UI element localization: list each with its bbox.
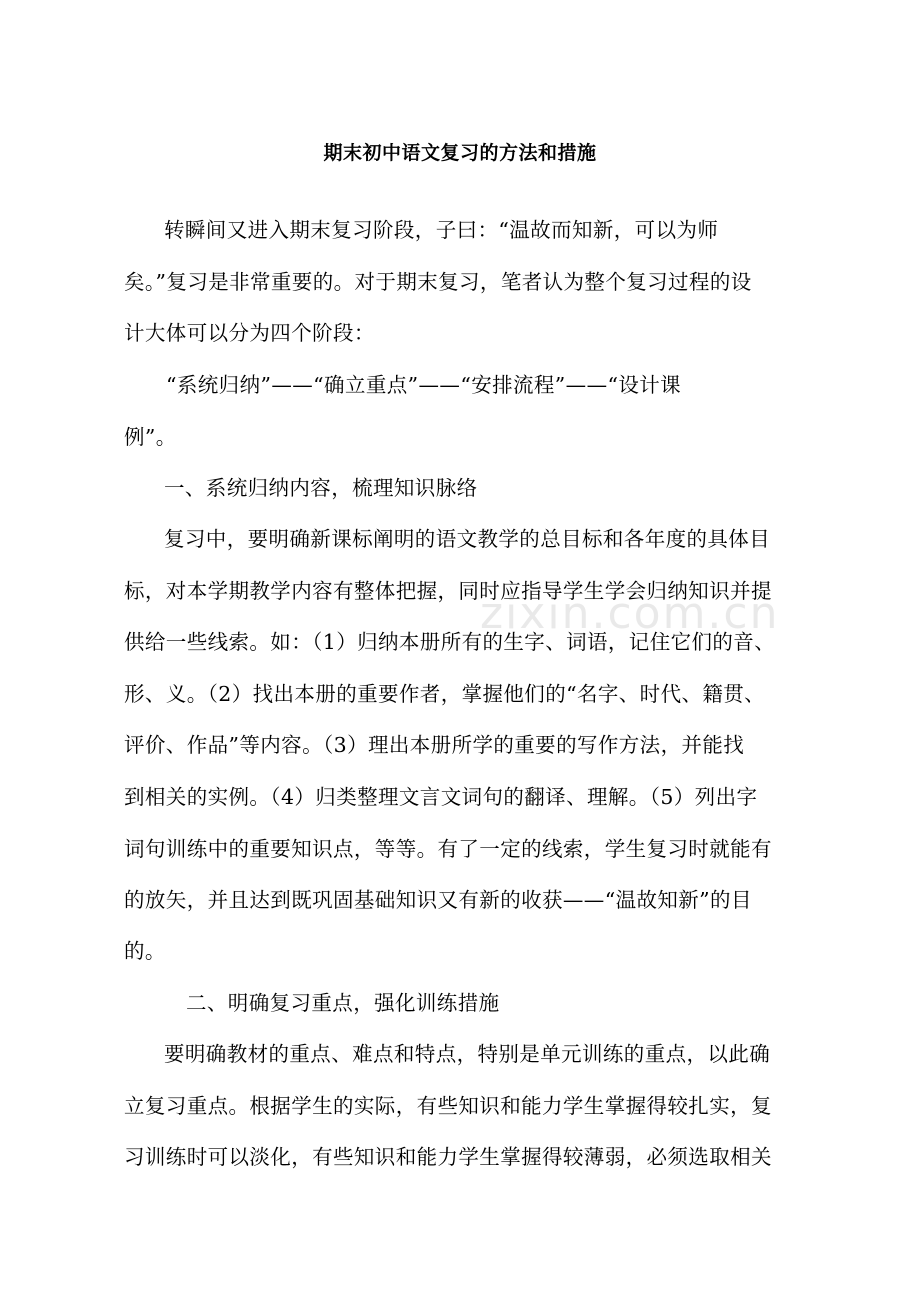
paragraph-line: 的放矢，并且达到既巩固基础知识又有新的收获——“温故知新”的目 <box>124 888 752 912</box>
paragraph-line: 复习中，要明确新课标阐明的语文教学的总目标和各年度的具体目 <box>164 527 771 551</box>
paragraph-line: 标，对本学期教学内容有整体把握，同时应指导学生学会归纳知识并提 <box>124 579 772 603</box>
paragraph-line: 词句训练中的重要知识点，等等。有了一定的线索，学生复习时就能有 <box>124 837 772 861</box>
paragraph-line: 要明确教材的重点、难点和特点，特别是单元训练的重点，以此确 <box>164 1042 771 1066</box>
paragraph-line: 的。 <box>124 939 166 963</box>
paragraph-line: 转瞬间又进入期末复习阶段，子曰：“温故而知新，可以为师 <box>164 218 719 242</box>
paragraph-line: 立复习重点。根据学生的实际，有些知识和能力学生掌握得较扎实，复 <box>124 1094 772 1118</box>
section-heading: 一、系统归纳内容，梳理知识脉络 <box>164 476 478 500</box>
paragraph-line: 形、义。（2）找出本册的重要作者，掌握他们的“名字、时代、籍贯、 <box>124 682 766 706</box>
paragraph-line: 计大体可以分为四个阶段： <box>124 321 375 345</box>
paragraph-line: 到相关的实例。（4）归类整理文言文词句的翻译、理解。（5）列出字 <box>124 785 758 809</box>
section-heading: 二、明确复习重点，强化训练措施 <box>186 991 500 1015</box>
paragraph-line: 评价、作品”等内容。（3）理出本册所学的重要的写作方法，并能找 <box>124 733 745 757</box>
paragraph-line: 矣。”复习是非常重要的。对于期末复习，笔者认为整个复习过程的设 <box>124 270 752 294</box>
paragraph-line: 例”。 <box>124 425 177 449</box>
document-title: 期末初中语文复习的方法和措施 <box>323 142 597 164</box>
watermark: zixin.com.cn <box>480 588 780 639</box>
paragraph-line: “系统归纳”——“确立重点”——“安排流程”——“设计课 <box>166 373 682 397</box>
paragraph-line: 供给一些线索。如：（1）归纳本册所有的生字、词语，记住它们的音、 <box>124 630 776 654</box>
paragraph-line: 习训练时可以淡化，有些知识和能力学生掌握得较薄弱，必须选取相关 <box>124 1145 772 1169</box>
